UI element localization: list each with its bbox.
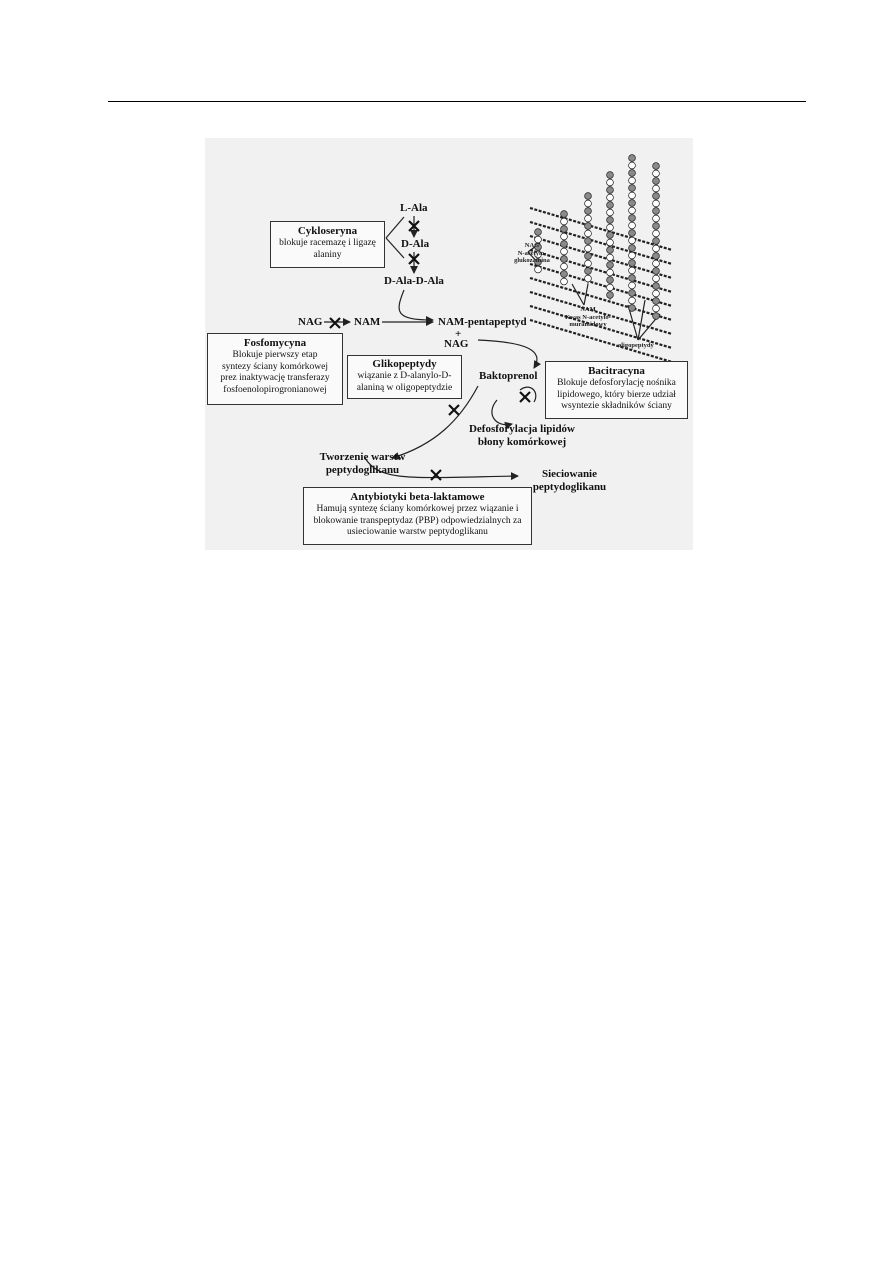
nag-bead [607, 209, 614, 216]
nam-bead [607, 232, 614, 239]
nag-bead [629, 192, 636, 199]
box-cykloseryna [270, 221, 385, 268]
label-nag-mid: NAG [444, 338, 469, 350]
box-betalaktamy-desc: Hamują syntezę ściany komórkowej przez wiązanie i blokowanie transpeptydaz (PBP) odpowiedzialnych za usieciowanie warstw peptydoglikanu [313, 504, 522, 537]
nag-bead [653, 245, 660, 252]
nam-bead [585, 238, 592, 245]
nam-bead [607, 187, 614, 194]
label-d-ala-d-ala: D-Ala-D-Ala [384, 275, 444, 287]
nam-bead [653, 223, 660, 230]
lattice-label-nag [494, 242, 570, 265]
leader-oligo-b [638, 300, 645, 340]
nag-bead [629, 267, 636, 274]
label-defosforylacja-line2: błony komórkowej [477, 436, 567, 448]
nam-bead [653, 238, 660, 245]
nam-bead [653, 193, 660, 200]
block-mark-x-betalaktamy [431, 470, 441, 480]
nam-bead [653, 178, 660, 185]
nam-bead [629, 245, 636, 252]
box-glikopeptydy-title: Glikopeptydy [372, 358, 437, 370]
nam-bead [653, 298, 660, 305]
nam-bead [585, 253, 592, 260]
nag-bead [653, 215, 660, 222]
nam-bead [585, 268, 592, 275]
nam-bead [653, 283, 660, 290]
lattice-label-nam-1: NAM [580, 306, 596, 313]
box-cykloseryna-desc: blokuje racemazę i ligazę alaniny [279, 238, 376, 260]
lattice-label-nag-2: N-acetylo- [517, 249, 547, 257]
nam-bead [653, 313, 660, 320]
lattice-label-nam-2: Kwas N-acetylo- [565, 313, 611, 321]
nag-bead [629, 177, 636, 184]
nam-bead [607, 277, 614, 284]
label-tworzenie-line1: Tworzenie warstw [319, 451, 406, 463]
nag-bead [607, 284, 614, 291]
block-mark-x-glikopeptydy [449, 405, 459, 415]
nam-bead [629, 230, 636, 237]
nag-bead [535, 266, 542, 273]
label-baktoprenol: Baktoprenol [479, 370, 538, 382]
label-tworzenie [300, 451, 425, 477]
nag-bead [585, 230, 592, 237]
nag-bead [585, 245, 592, 252]
nam-bead [585, 223, 592, 230]
box-glikopeptydy [347, 355, 462, 399]
nam-bead [653, 163, 660, 170]
nam-bead [561, 226, 568, 233]
lattice-label-nam-3: muramidowy [569, 321, 607, 328]
box-cykloseryna-title: Cykloseryna [297, 225, 358, 237]
nam-bead [629, 200, 636, 207]
nag-bead [653, 305, 660, 312]
nam-bead [629, 170, 636, 177]
nam-bead [629, 260, 636, 267]
nam-bead [629, 185, 636, 192]
nam-bead [629, 290, 636, 297]
nam-bead [607, 172, 614, 179]
nam-bead [561, 271, 568, 278]
lattice-label-nag-3: glukozamina [514, 257, 550, 264]
nag-bead [585, 260, 592, 267]
nag-bead [653, 185, 660, 192]
nag-bead [629, 237, 636, 244]
nam-bead [629, 215, 636, 222]
label-nam: NAM [354, 316, 381, 328]
nag-bead [585, 275, 592, 282]
nam-bead [629, 275, 636, 282]
nam-bead [629, 155, 636, 162]
nag-bead [653, 260, 660, 267]
nam-bead [607, 247, 614, 254]
nam-bead [585, 208, 592, 215]
nam-bead [653, 208, 660, 215]
nag-bead [653, 290, 660, 297]
nam-bead [561, 211, 568, 218]
box-glikopeptydy-desc: wiązanie z D-alanylo-D- alaniną w oligopeptydzie [356, 371, 453, 393]
nag-bead [653, 170, 660, 177]
box-bacitracyna-title: Bacitracyna [588, 365, 645, 377]
block-mark-x-fosfomycyna [330, 318, 340, 328]
nag-bead [585, 200, 592, 207]
label-sieciowanie-line1: Sieciowanie [542, 468, 597, 480]
nam-bead [607, 292, 614, 299]
arrow-to-baktoprenol [478, 340, 537, 368]
nag-bead [585, 215, 592, 222]
label-nam-pentapeptyd: NAM-pentapeptyd [438, 316, 527, 328]
label-defosforylacja [452, 423, 592, 449]
nag-bead [629, 207, 636, 214]
box-fosfomycyna-desc: Blokuje pierwszy etap syntezy ściany komórkowej prez inaktywację transferazy fosfoenolopirogronianowej [220, 350, 330, 395]
nam-bead [629, 305, 636, 312]
box-fosfomycyna-title: Fosfomycyna [243, 337, 307, 349]
box-fosfomycyna [207, 333, 343, 405]
nag-bead [561, 233, 568, 240]
nag-bead [607, 179, 614, 186]
nag-bead [653, 200, 660, 207]
nam-bead [607, 262, 614, 269]
nag-bead [629, 297, 636, 304]
nam-bead [535, 229, 542, 236]
nam-bead [607, 202, 614, 209]
nag-bead [607, 269, 614, 276]
label-l-ala: L-Ala [400, 202, 428, 214]
box-betalaktamy-title: Antybiotyki beta-laktamowe [350, 491, 485, 503]
label-plus: + [455, 328, 462, 340]
block-mark-x-bacitracyna [520, 392, 530, 402]
nag-bead [607, 224, 614, 231]
box-antybiotyki-beta-laktamowe [303, 487, 532, 545]
nag-bead [629, 162, 636, 169]
nag-bead [607, 194, 614, 201]
nam-bead [653, 253, 660, 260]
nam-bead [585, 193, 592, 200]
nag-bead [629, 252, 636, 259]
arrow-dalaDala-pentapeptyd [399, 290, 433, 320]
lattice-label-oligopeptydy: oligopeptydy [618, 342, 654, 349]
cycle-arc-left [492, 400, 512, 425]
label-d-ala: D-Ala [401, 238, 430, 250]
label-nag: NAG [298, 316, 323, 328]
nag-bead [653, 230, 660, 237]
nag-bead [561, 218, 568, 225]
cykloseryna-bracket-top [386, 217, 404, 238]
box-bacitracyna-desc: Blokuje defosforylację nośnika lipidowego, który bierze udział wsyntezie składników ściany [557, 378, 676, 411]
box-bacitracyna [545, 361, 688, 419]
label-defosforylacja-line1: Defosforylacja lipidów [468, 423, 575, 435]
nag-bead [629, 282, 636, 289]
lattice-label-nag-1: NAG [524, 242, 540, 249]
nag-bead [629, 222, 636, 229]
nag-bead [607, 254, 614, 261]
nag-bead [607, 239, 614, 246]
nam-bead [607, 217, 614, 224]
lattice-label-nam [548, 306, 628, 329]
nag-bead [653, 275, 660, 282]
nag-bead [561, 278, 568, 285]
label-sieciowanie-line2: peptydoglikanu [532, 481, 607, 493]
nam-bead [653, 268, 660, 275]
label-tworzenie-line2: peptydoglikanu [325, 464, 400, 476]
